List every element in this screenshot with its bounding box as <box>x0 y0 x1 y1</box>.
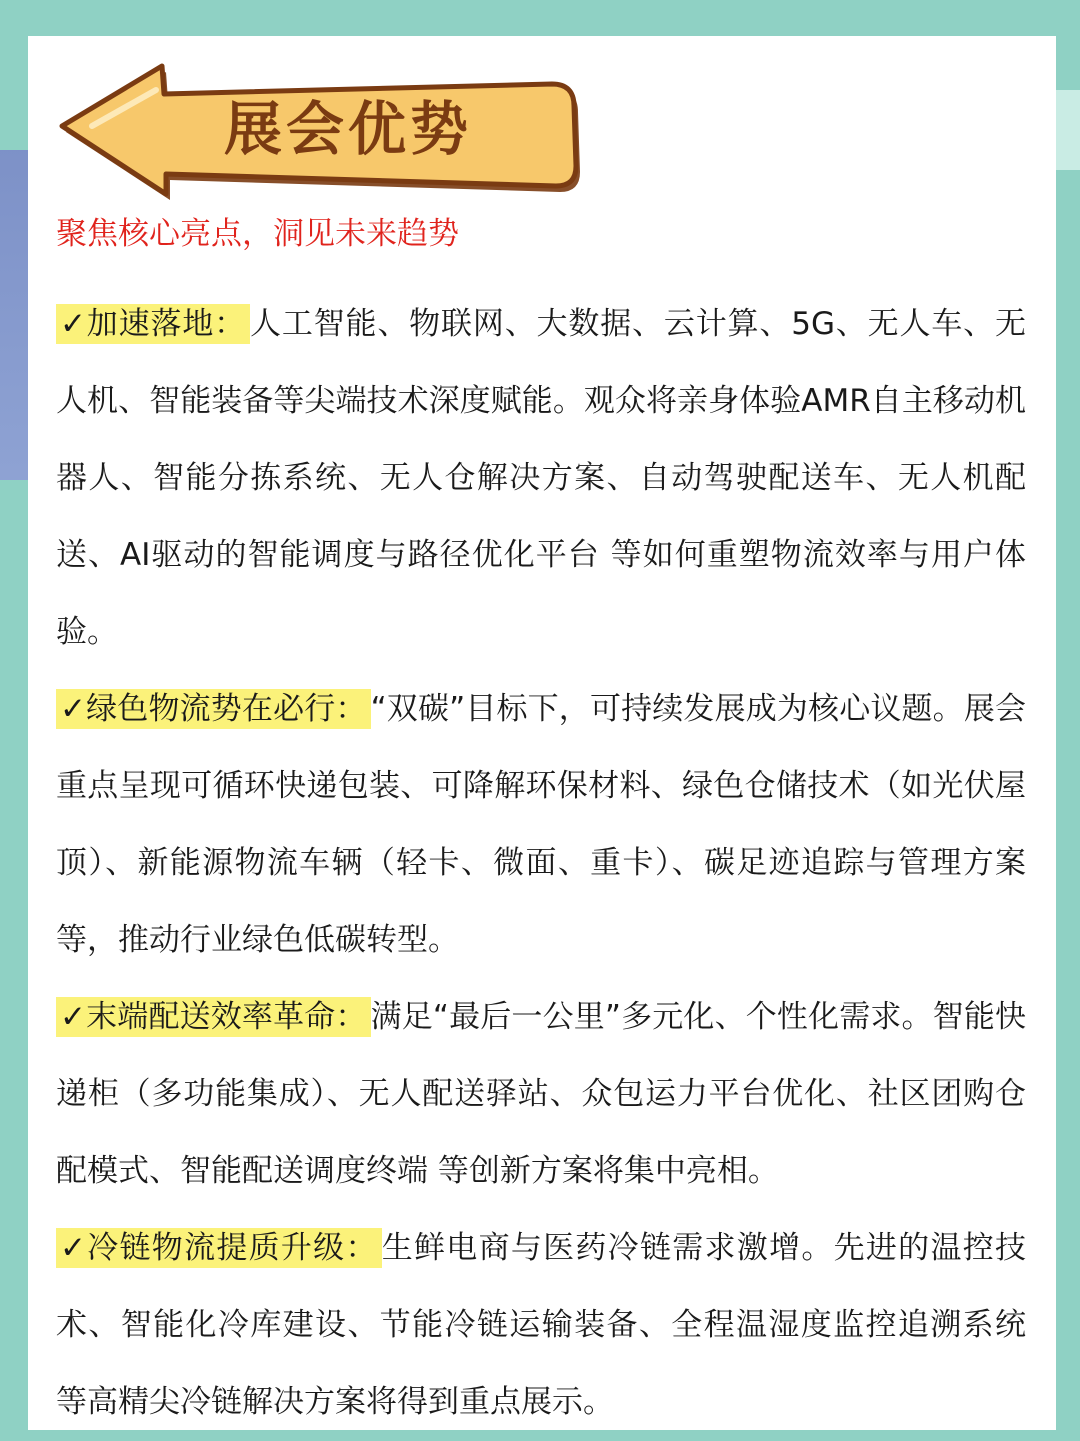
section-body: 人工智能、物联网、大数据、云计算、5G、无人车、无人机、智能装备等尖端技术深度赋能。观众将亲身体验AMR自主移动机器人、智能分拣系统、无人仓解决方案、自动驾驶配送车、无人机配送、AI驱动的智能调度与路径优化平台 等如何重塑物流效率与用户体验。 <box>56 306 1026 650</box>
section-green-logistics <box>56 671 1026 979</box>
content-card <box>28 36 1056 1430</box>
advantages-list <box>56 286 1026 1441</box>
section-body: “双碳”目标下，可持续发展成为核心议题。展会重点呈现可循环快递包装、可降解环保材料、绿色仓储技术（如光伏屋顶）、新能源物流车辆（轻卡、微面、重卡）、碳足迹追踪与管理方案等，推动行业绿色低碳转型。 <box>56 691 1026 958</box>
section-heading: ✓加速落地： <box>56 304 250 344</box>
title-banner <box>52 54 582 204</box>
section-body: 生鲜电商与医药冷链需求激增。先进的温控技术、智能化冷库建设、节能冷链运输装备、全程温湿度监控追溯系统 等高精尖冷链解决方案将得到重点展示。 <box>56 1230 1026 1420</box>
section-heading: ✓冷链物流提质升级： <box>56 1228 382 1268</box>
section-last-mile <box>56 979 1026 1210</box>
subtitle: 聚焦核心亮点，洞见未来趋势 <box>56 216 459 252</box>
section-heading: ✓末端配送效率革命： <box>56 997 371 1037</box>
section-body: 满足“最后一公里”多元化、个性化需求。智能快递柜（多功能集成）、无人配送驿站、众包运力平台优化、社区团购仓配模式、智能配送调度终端 等创新方案将集中亮相。 <box>56 999 1026 1189</box>
page-title: 展会优势 <box>224 95 473 163</box>
section-accelerated-landing <box>56 286 1026 671</box>
section-heading: ✓绿色物流势在必行： <box>56 689 371 729</box>
section-cold-chain <box>56 1210 1026 1441</box>
